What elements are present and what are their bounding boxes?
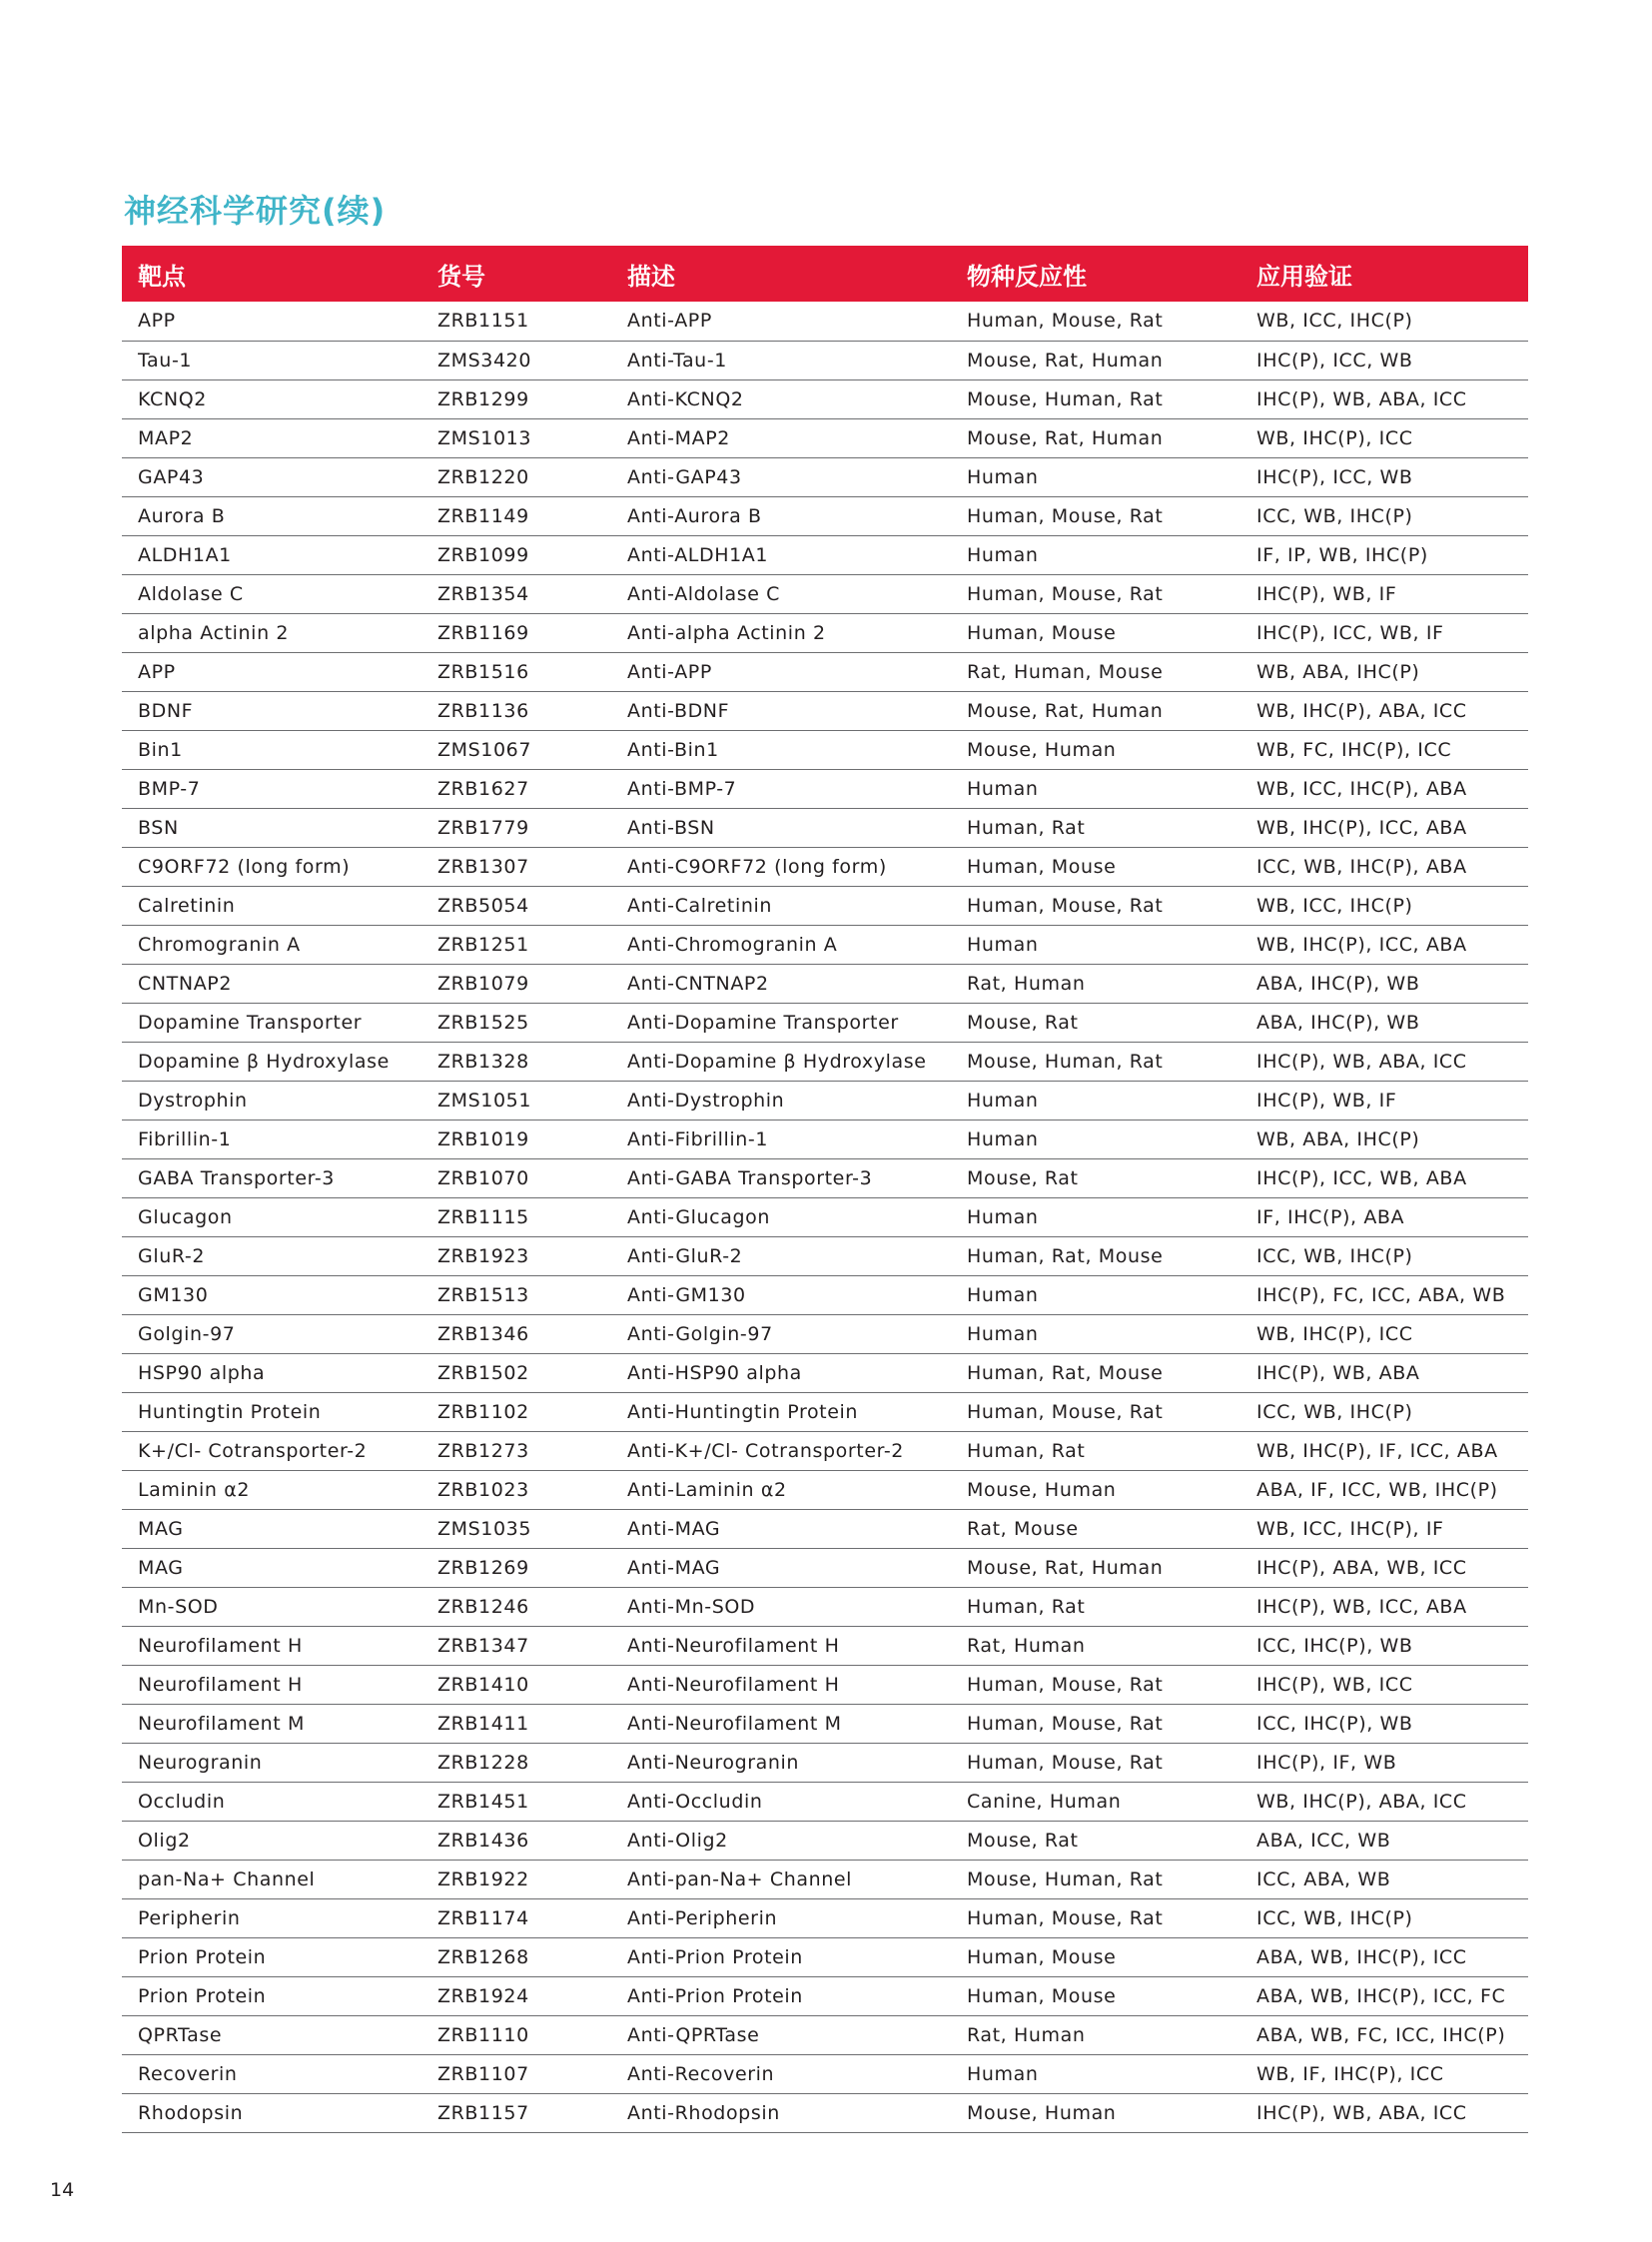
- cell-species-reactivity: Human: [951, 1314, 1240, 1353]
- cell-species-reactivity: Mouse, Human, Rat: [951, 379, 1240, 418]
- cell-catalog-number: ZRB1328: [421, 1042, 611, 1081]
- cell-species-reactivity: Human, Mouse, Rat: [951, 496, 1240, 535]
- table-row: [122, 1743, 1528, 1782]
- cell-applications: ABA, WB, IHC(P), ICC: [1240, 1937, 1528, 1976]
- table-row: [122, 1158, 1528, 1197]
- cell-target: Bin1: [122, 730, 421, 769]
- cell-target: CNTNAP2: [122, 964, 421, 1003]
- antibody-table: [122, 246, 1528, 2133]
- cell-description: Anti-Bin1: [611, 730, 951, 769]
- cell-applications: IHC(P), WB, ABA: [1240, 1353, 1528, 1392]
- cell-target: Neurofilament M: [122, 1704, 421, 1743]
- table-row: [122, 496, 1528, 535]
- cell-applications: ICC, WB, IHC(P), ABA: [1240, 847, 1528, 886]
- cell-applications: WB, IHC(P), ICC: [1240, 1314, 1528, 1353]
- cell-description: Anti-Fibrillin-1: [611, 1120, 951, 1158]
- cell-applications: ICC, IHC(P), WB: [1240, 1626, 1528, 1665]
- cell-catalog-number: ZRB1251: [421, 925, 611, 964]
- cell-catalog-number: ZRB5054: [421, 886, 611, 925]
- cell-applications: IHC(P), ICC, WB, IF: [1240, 613, 1528, 652]
- table-row: [122, 1821, 1528, 1860]
- header-catalog-number: 货号: [437, 262, 485, 291]
- cell-catalog-number: ZRB1922: [421, 1860, 611, 1898]
- cell-applications: ICC, WB, IHC(P): [1240, 1898, 1528, 1937]
- cell-catalog-number: ZRB1307: [421, 847, 611, 886]
- cell-species-reactivity: Human: [951, 457, 1240, 496]
- cell-description: Anti-ALDH1A1: [611, 535, 951, 574]
- cell-species-reactivity: Human: [951, 535, 1240, 574]
- cell-applications: WB, IHC(P), ICC, ABA: [1240, 808, 1528, 847]
- cell-catalog-number: ZRB1924: [421, 1976, 611, 2015]
- cell-description: Anti-HSP90 alpha: [611, 1353, 951, 1392]
- cell-catalog-number: ZRB1273: [421, 1431, 611, 1470]
- cell-target: GluR-2: [122, 1236, 421, 1275]
- table-row: [122, 1976, 1528, 2015]
- cell-description: Anti-alpha Actinin 2: [611, 613, 951, 652]
- cell-catalog-number: ZRB1410: [421, 1665, 611, 1704]
- table-row: [122, 808, 1528, 847]
- cell-target: BMP-7: [122, 769, 421, 808]
- table-row: [122, 2054, 1528, 2093]
- cell-target: Olig2: [122, 1821, 421, 1860]
- cell-target: Dopamine Transporter: [122, 1003, 421, 1042]
- cell-catalog-number: ZRB1070: [421, 1158, 611, 1197]
- cell-species-reactivity: Human, Mouse, Rat: [951, 886, 1240, 925]
- table-row: [122, 1431, 1528, 1470]
- cell-catalog-number: ZRB1627: [421, 769, 611, 808]
- cell-description: Anti-Glucagon: [611, 1197, 951, 1236]
- cell-catalog-number: ZMS1035: [421, 1509, 611, 1548]
- cell-target: BSN: [122, 808, 421, 847]
- cell-description: Anti-GM130: [611, 1275, 951, 1314]
- cell-applications: WB, IHC(P), ICC: [1240, 418, 1528, 457]
- cell-applications: WB, ICC, IHC(P), ABA: [1240, 769, 1528, 808]
- cell-target: APP: [122, 652, 421, 691]
- table-row: [122, 1003, 1528, 1042]
- cell-catalog-number: ZRB1136: [421, 691, 611, 730]
- cell-target: Tau-1: [122, 341, 421, 379]
- cell-catalog-number: ZRB1354: [421, 574, 611, 613]
- cell-target: ALDH1A1: [122, 535, 421, 574]
- cell-target: Neurofilament H: [122, 1626, 421, 1665]
- cell-target: QPRTase: [122, 2015, 421, 2054]
- cell-description: Anti-BMP-7: [611, 769, 951, 808]
- cell-species-reactivity: Human, Mouse: [951, 1976, 1240, 2015]
- cell-species-reactivity: Human, Mouse: [951, 847, 1240, 886]
- cell-species-reactivity: Mouse, Human: [951, 2093, 1240, 2132]
- cell-applications: IHC(P), WB, ABA, ICC: [1240, 1042, 1528, 1081]
- cell-target: Mn-SOD: [122, 1587, 421, 1626]
- cell-applications: ABA, WB, FC, ICC, IHC(P): [1240, 2015, 1528, 2054]
- cell-catalog-number: ZRB1347: [421, 1626, 611, 1665]
- cell-target: GM130: [122, 1275, 421, 1314]
- cell-species-reactivity: Mouse, Human, Rat: [951, 1860, 1240, 1898]
- cell-applications: ICC, WB, IHC(P): [1240, 496, 1528, 535]
- cell-species-reactivity: Rat, Mouse: [951, 1509, 1240, 1548]
- cell-species-reactivity: Mouse, Rat, Human: [951, 418, 1240, 457]
- cell-catalog-number: ZRB1436: [421, 1821, 611, 1860]
- cell-description: Anti-Golgin-97: [611, 1314, 951, 1353]
- cell-catalog-number: ZRB1779: [421, 808, 611, 847]
- cell-catalog-number: ZRB1157: [421, 2093, 611, 2132]
- cell-target: Recoverin: [122, 2054, 421, 2093]
- table-row: [122, 925, 1528, 964]
- cell-target: Glucagon: [122, 1197, 421, 1236]
- cell-target: Fibrillin-1: [122, 1120, 421, 1158]
- table-row: [122, 1314, 1528, 1353]
- cell-species-reactivity: Human, Mouse: [951, 613, 1240, 652]
- cell-species-reactivity: Human, Mouse, Rat: [951, 1898, 1240, 1937]
- cell-species-reactivity: Human: [951, 1081, 1240, 1120]
- table-row: [122, 1548, 1528, 1587]
- cell-applications: WB, ICC, IHC(P): [1240, 886, 1528, 925]
- cell-species-reactivity: Rat, Human: [951, 964, 1240, 1003]
- cell-applications: WB, FC, IHC(P), ICC: [1240, 730, 1528, 769]
- cell-description: Anti-Aurora B: [611, 496, 951, 535]
- table-row: [122, 1470, 1528, 1509]
- cell-target: Rhodopsin: [122, 2093, 421, 2132]
- cell-description: Anti-BDNF: [611, 691, 951, 730]
- cell-target: K+/Cl- Cotransporter-2: [122, 1431, 421, 1470]
- cell-description: Anti-Neurofilament H: [611, 1665, 951, 1704]
- cell-species-reactivity: Mouse, Rat, Human: [951, 341, 1240, 379]
- cell-species-reactivity: Human: [951, 769, 1240, 808]
- cell-catalog-number: ZRB1174: [421, 1898, 611, 1937]
- cell-description: Anti-GluR-2: [611, 1236, 951, 1275]
- cell-species-reactivity: Mouse, Rat: [951, 1158, 1240, 1197]
- table-row: [122, 691, 1528, 730]
- cell-target: MAG: [122, 1548, 421, 1587]
- table-row: [122, 2015, 1528, 2054]
- cell-description: Anti-Aldolase C: [611, 574, 951, 613]
- cell-description: Anti-Chromogranin A: [611, 925, 951, 964]
- cell-catalog-number: ZRB1246: [421, 1587, 611, 1626]
- cell-applications: ABA, WB, IHC(P), ICC, FC: [1240, 1976, 1528, 2015]
- cell-species-reactivity: Human, Mouse, Rat: [951, 574, 1240, 613]
- cell-species-reactivity: Mouse, Rat: [951, 1821, 1240, 1860]
- cell-target: Dystrophin: [122, 1081, 421, 1120]
- cell-applications: ABA, IHC(P), WB: [1240, 964, 1528, 1003]
- table-row: [122, 769, 1528, 808]
- cell-target: Golgin-97: [122, 1314, 421, 1353]
- table-row: [122, 1353, 1528, 1392]
- cell-description: Anti-Recoverin: [611, 2054, 951, 2093]
- cell-species-reactivity: Human, Rat, Mouse: [951, 1236, 1240, 1275]
- table-row: [122, 1197, 1528, 1236]
- table-row: [122, 1275, 1528, 1314]
- cell-target: Calretinin: [122, 886, 421, 925]
- cell-description: Anti-Laminin α2: [611, 1470, 951, 1509]
- cell-applications: ABA, ICC, WB: [1240, 1821, 1528, 1860]
- cell-target: KCNQ2: [122, 379, 421, 418]
- cell-target: Chromogranin A: [122, 925, 421, 964]
- cell-catalog-number: ZRB1451: [421, 1782, 611, 1821]
- table-row: [122, 302, 1528, 341]
- table-row: [122, 730, 1528, 769]
- cell-applications: ICC, WB, IHC(P): [1240, 1392, 1528, 1431]
- cell-applications: WB, ABA, IHC(P): [1240, 1120, 1528, 1158]
- cell-catalog-number: ZRB1411: [421, 1704, 611, 1743]
- cell-description: Anti-QPRTase: [611, 2015, 951, 2054]
- table-row: [122, 652, 1528, 691]
- cell-applications: WB, ABA, IHC(P): [1240, 652, 1528, 691]
- cell-catalog-number: ZRB1268: [421, 1937, 611, 1976]
- table-row: [122, 964, 1528, 1003]
- cell-applications: IHC(P), ICC, WB: [1240, 457, 1528, 496]
- cell-target: Neurogranin: [122, 1743, 421, 1782]
- cell-species-reactivity: Mouse, Human: [951, 730, 1240, 769]
- cell-applications: IHC(P), WB, ICC: [1240, 1665, 1528, 1704]
- cell-species-reactivity: Human, Rat: [951, 1587, 1240, 1626]
- cell-description: Anti-Dopamine Transporter: [611, 1003, 951, 1042]
- cell-description: Anti-MAG: [611, 1548, 951, 1587]
- cell-description: Anti-Dopamine β Hydroxylase: [611, 1042, 951, 1081]
- cell-target: BDNF: [122, 691, 421, 730]
- table-row: [122, 1782, 1528, 1821]
- cell-applications: IHC(P), ICC, WB, ABA: [1240, 1158, 1528, 1197]
- section-title: 神经科学研究(续): [124, 192, 387, 230]
- cell-description: Anti-APP: [611, 652, 951, 691]
- cell-catalog-number: ZRB1107: [421, 2054, 611, 2093]
- table-row: [122, 379, 1528, 418]
- table-row: [122, 457, 1528, 496]
- table-row: [122, 1236, 1528, 1275]
- header-description: 描述: [627, 262, 675, 291]
- table-header-row: [122, 246, 1528, 302]
- cell-applications: WB, ICC, IHC(P), IF: [1240, 1509, 1528, 1548]
- table-row: [122, 1392, 1528, 1431]
- cell-applications: IHC(P), WB, IF: [1240, 1081, 1528, 1120]
- table-row: [122, 1704, 1528, 1743]
- cell-target: MAP2: [122, 418, 421, 457]
- cell-catalog-number: ZRB1151: [421, 302, 611, 341]
- cell-description: Anti-Mn-SOD: [611, 1587, 951, 1626]
- cell-description: Anti-KCNQ2: [611, 379, 951, 418]
- cell-applications: ICC, IHC(P), WB: [1240, 1704, 1528, 1743]
- cell-description: Anti-Tau-1: [611, 341, 951, 379]
- cell-catalog-number: ZMS3420: [421, 341, 611, 379]
- cell-target: Laminin α2: [122, 1470, 421, 1509]
- cell-applications: ABA, IHC(P), WB: [1240, 1003, 1528, 1042]
- cell-description: Anti-APP: [611, 302, 951, 341]
- cell-catalog-number: ZRB1019: [421, 1120, 611, 1158]
- cell-species-reactivity: Human: [951, 2054, 1240, 2093]
- cell-applications: ABA, IF, ICC, WB, IHC(P): [1240, 1470, 1528, 1509]
- cell-applications: IHC(P), WB, ICC, ABA: [1240, 1587, 1528, 1626]
- table-row: [122, 847, 1528, 886]
- cell-description: Anti-GAP43: [611, 457, 951, 496]
- cell-description: Anti-MAG: [611, 1509, 951, 1548]
- cell-description: Anti-CNTNAP2: [611, 964, 951, 1003]
- cell-target: GAP43: [122, 457, 421, 496]
- cell-species-reactivity: Mouse, Human, Rat: [951, 1042, 1240, 1081]
- cell-species-reactivity: Human: [951, 1120, 1240, 1158]
- cell-catalog-number: ZRB1923: [421, 1236, 611, 1275]
- cell-catalog-number: ZMS1051: [421, 1081, 611, 1120]
- cell-applications: IHC(P), WB, ABA, ICC: [1240, 2093, 1528, 2132]
- table-row: [122, 574, 1528, 613]
- cell-species-reactivity: Human, Mouse, Rat: [951, 1665, 1240, 1704]
- cell-description: Anti-GABA Transporter-3: [611, 1158, 951, 1197]
- cell-applications: IHC(P), WB, IF: [1240, 574, 1528, 613]
- cell-target: pan-Na+ Channel: [122, 1860, 421, 1898]
- cell-catalog-number: ZRB1149: [421, 496, 611, 535]
- cell-description: Anti-Neurogranin: [611, 1743, 951, 1782]
- cell-species-reactivity: Mouse, Rat, Human: [951, 1548, 1240, 1587]
- table-row: [122, 1042, 1528, 1081]
- cell-applications: WB, IF, IHC(P), ICC: [1240, 2054, 1528, 2093]
- cell-applications: WB, IHC(P), ABA, ICC: [1240, 1782, 1528, 1821]
- cell-description: Anti-Rhodopsin: [611, 2093, 951, 2132]
- cell-species-reactivity: Canine, Human: [951, 1782, 1240, 1821]
- cell-species-reactivity: Mouse, Rat, Human: [951, 691, 1240, 730]
- cell-species-reactivity: Human, Mouse, Rat: [951, 302, 1240, 341]
- cell-target: Peripherin: [122, 1898, 421, 1937]
- cell-catalog-number: ZRB1346: [421, 1314, 611, 1353]
- cell-description: Anti-MAP2: [611, 418, 951, 457]
- cell-catalog-number: ZRB1169: [421, 613, 611, 652]
- cell-species-reactivity: Human, Mouse, Rat: [951, 1704, 1240, 1743]
- table-row: [122, 1937, 1528, 1976]
- table-row: [122, 1587, 1528, 1626]
- cell-catalog-number: ZRB1102: [421, 1392, 611, 1431]
- cell-catalog-number: ZRB1023: [421, 1470, 611, 1509]
- cell-catalog-number: ZRB1079: [421, 964, 611, 1003]
- cell-species-reactivity: Human: [951, 1275, 1240, 1314]
- table-row: [122, 1509, 1528, 1548]
- cell-applications: IHC(P), ICC, WB: [1240, 341, 1528, 379]
- cell-target: GABA Transporter-3: [122, 1158, 421, 1197]
- table-row: [122, 418, 1528, 457]
- header-target: 靶点: [138, 262, 186, 291]
- cell-description: Anti-pan-Na+ Channel: [611, 1860, 951, 1898]
- cell-catalog-number: ZRB1513: [421, 1275, 611, 1314]
- cell-applications: IHC(P), WB, ABA, ICC: [1240, 379, 1528, 418]
- cell-target: C9ORF72 (long form): [122, 847, 421, 886]
- cell-description: Anti-Neurofilament H: [611, 1626, 951, 1665]
- cell-applications: WB, ICC, IHC(P): [1240, 302, 1528, 341]
- cell-species-reactivity: Human: [951, 925, 1240, 964]
- cell-applications: IF, IHC(P), ABA: [1240, 1197, 1528, 1236]
- cell-applications: IHC(P), IF, WB: [1240, 1743, 1528, 1782]
- cell-description: Anti-Calretinin: [611, 886, 951, 925]
- cell-description: Anti-Neurofilament M: [611, 1704, 951, 1743]
- cell-applications: WB, IHC(P), ABA, ICC: [1240, 691, 1528, 730]
- cell-species-reactivity: Human, Mouse, Rat: [951, 1743, 1240, 1782]
- cell-catalog-number: ZMS1067: [421, 730, 611, 769]
- cell-description: Anti-K+/Cl- Cotransporter-2: [611, 1431, 951, 1470]
- cell-description: Anti-Prion Protein: [611, 1937, 951, 1976]
- table-row: [122, 535, 1528, 574]
- cell-species-reactivity: Human, Mouse: [951, 1937, 1240, 1976]
- cell-target: Prion Protein: [122, 1976, 421, 2015]
- cell-catalog-number: ZRB1110: [421, 2015, 611, 2054]
- cell-catalog-number: ZMS1013: [421, 418, 611, 457]
- cell-description: Anti-Peripherin: [611, 1898, 951, 1937]
- table-row: [122, 1626, 1528, 1665]
- cell-species-reactivity: Human, Mouse, Rat: [951, 1392, 1240, 1431]
- table-row: [122, 1898, 1528, 1937]
- cell-catalog-number: ZRB1115: [421, 1197, 611, 1236]
- table-row: [122, 1665, 1528, 1704]
- cell-target: Occludin: [122, 1782, 421, 1821]
- cell-applications: IHC(P), FC, ICC, ABA, WB: [1240, 1275, 1528, 1314]
- cell-target: Neurofilament H: [122, 1665, 421, 1704]
- cell-species-reactivity: Human, Rat, Mouse: [951, 1353, 1240, 1392]
- cell-catalog-number: ZRB1228: [421, 1743, 611, 1782]
- header-applications: 应用验证: [1256, 262, 1352, 291]
- cell-applications: ICC, WB, IHC(P): [1240, 1236, 1528, 1275]
- header-species-reactivity: 物种反应性: [967, 262, 1087, 291]
- cell-applications: WB, IHC(P), ICC, ABA: [1240, 925, 1528, 964]
- cell-applications: ICC, ABA, WB: [1240, 1860, 1528, 1898]
- table-row: [122, 1081, 1528, 1120]
- cell-species-reactivity: Mouse, Rat: [951, 1003, 1240, 1042]
- cell-species-reactivity: Mouse, Human: [951, 1470, 1240, 1509]
- cell-target: alpha Actinin 2: [122, 613, 421, 652]
- cell-target: Prion Protein: [122, 1937, 421, 1976]
- cell-target: Aurora B: [122, 496, 421, 535]
- cell-catalog-number: ZRB1269: [421, 1548, 611, 1587]
- table-row: [122, 613, 1528, 652]
- cell-description: Anti-C9ORF72 (long form): [611, 847, 951, 886]
- cell-catalog-number: ZRB1299: [421, 379, 611, 418]
- cell-species-reactivity: Human: [951, 1197, 1240, 1236]
- cell-description: Anti-Dystrophin: [611, 1081, 951, 1120]
- cell-catalog-number: ZRB1099: [421, 535, 611, 574]
- cell-target: HSP90 alpha: [122, 1353, 421, 1392]
- cell-description: Anti-Olig2: [611, 1821, 951, 1860]
- cell-description: Anti-Prion Protein: [611, 1976, 951, 2015]
- table-row: [122, 2093, 1528, 2132]
- table-row: [122, 1860, 1528, 1898]
- cell-target: APP: [122, 302, 421, 341]
- cell-target: Dopamine β Hydroxylase: [122, 1042, 421, 1081]
- cell-description: Anti-Huntingtin Protein: [611, 1392, 951, 1431]
- cell-target: Aldolase C: [122, 574, 421, 613]
- table-row: [122, 341, 1528, 379]
- cell-species-reactivity: Human, Rat: [951, 1431, 1240, 1470]
- table-row: [122, 886, 1528, 925]
- table-row: [122, 1120, 1528, 1158]
- cell-applications: WB, IHC(P), IF, ICC, ABA: [1240, 1431, 1528, 1470]
- cell-species-reactivity: Rat, Human, Mouse: [951, 652, 1240, 691]
- cell-catalog-number: ZRB1502: [421, 1353, 611, 1392]
- table-body: [122, 302, 1528, 2132]
- page-number: 14: [50, 2179, 75, 2201]
- cell-target: MAG: [122, 1509, 421, 1548]
- cell-applications: IF, IP, WB, IHC(P): [1240, 535, 1528, 574]
- cell-description: Anti-BSN: [611, 808, 951, 847]
- cell-applications: IHC(P), ABA, WB, ICC: [1240, 1548, 1528, 1587]
- cell-species-reactivity: Rat, Human: [951, 2015, 1240, 2054]
- cell-description: Anti-Occludin: [611, 1782, 951, 1821]
- cell-catalog-number: ZRB1525: [421, 1003, 611, 1042]
- cell-target: Huntingtin Protein: [122, 1392, 421, 1431]
- cell-species-reactivity: Rat, Human: [951, 1626, 1240, 1665]
- cell-species-reactivity: Human, Rat: [951, 808, 1240, 847]
- cell-catalog-number: ZRB1516: [421, 652, 611, 691]
- cell-catalog-number: ZRB1220: [421, 457, 611, 496]
